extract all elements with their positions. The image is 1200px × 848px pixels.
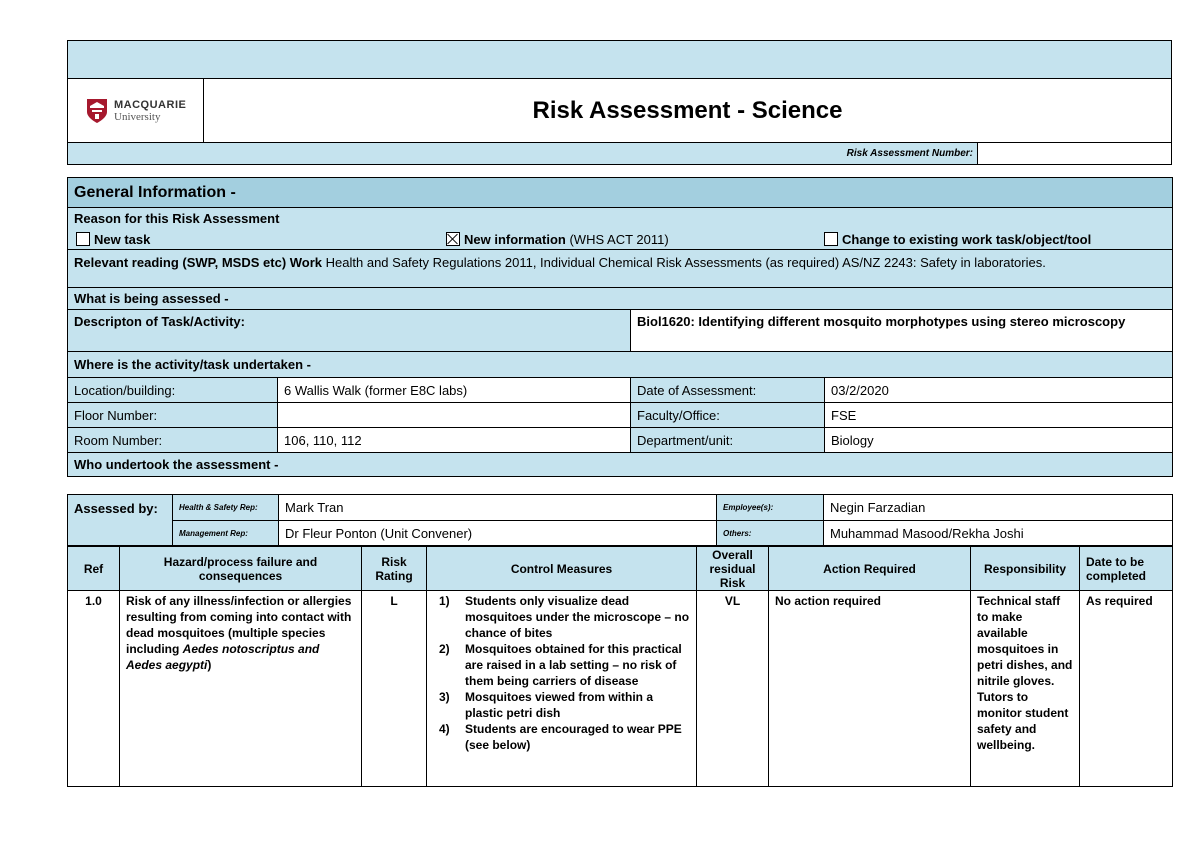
control-num: 4): [439, 722, 450, 736]
col-header-responsibility: Responsibility: [971, 547, 1080, 591]
row-responsibility: Technical staff to make available mosquitoes in petri dishes, and nitrile gloves. Tutors to monitor student safety and wellbeing.: [971, 591, 1080, 787]
control-num: 2): [439, 642, 450, 656]
floor-label: Floor Number:: [68, 403, 278, 428]
what-assessed-heading: What is being assessed -: [68, 288, 1173, 310]
col-header-hazard: Hazard/process failure and consequences: [120, 547, 362, 591]
mgmt-rep-label: Management Rep:: [173, 521, 279, 546]
row-risk-rating: L: [362, 591, 427, 787]
col-header-residual-risk: Overall residual Risk: [697, 547, 769, 591]
row-ref: 1.0: [68, 591, 120, 787]
room-value[interactable]: 106, 110, 112: [278, 428, 631, 453]
option-new-information-label: New information: [464, 231, 566, 247]
risk-table: [67, 546, 1173, 787]
floor-value[interactable]: [278, 403, 631, 428]
assessed-by-table: [67, 494, 1173, 546]
option-new-task-label: New task: [94, 231, 151, 247]
col-header-ref: Ref: [68, 547, 120, 591]
risk-assessment-number-field[interactable]: [978, 143, 1172, 165]
risk-assessment-number-label-cell: [68, 143, 978, 165]
relevant-reading-row: [68, 250, 1173, 288]
control-text: Mosquitoes obtained for this practical are raised in a lab setting – no risk of them being carriers of disease: [465, 642, 682, 688]
risk-assessment-number-label: Risk Assessment Number:: [846, 148, 973, 159]
option-new-information-note: (WHS ACT 2011): [569, 231, 669, 247]
faculty-label: Faculty/Office:: [631, 403, 825, 428]
option-change-existing-label: Change to existing work task/object/tool: [842, 231, 1092, 247]
option-new-information[interactable]: [446, 232, 824, 247]
col-header-date-completed: Date to be completed: [1080, 547, 1173, 591]
control-text: Students are encouraged to wear PPE (see below): [465, 722, 682, 752]
control-text: Students only visualize dead mosquitoes under the microscope – no chance of bites: [465, 594, 690, 640]
control-item: [433, 721, 690, 753]
logo-text-macquarie: MACQUARIE: [114, 98, 187, 111]
employee-label: Employee(s):: [717, 495, 824, 521]
mgmt-rep-value[interactable]: Dr Fleur Ponton (Unit Convener): [279, 521, 717, 546]
faculty-value[interactable]: FSE: [825, 403, 1173, 428]
date-assessment-label: Date of Assessment:: [631, 378, 825, 403]
room-label: Room Number:: [68, 428, 278, 453]
control-item: [433, 689, 690, 721]
others-value[interactable]: Muhammad Masood/Rekha Joshi: [824, 521, 1173, 546]
new-information-checkbox-checked[interactable]: [446, 232, 460, 246]
col-header-risk-rating: Risk Rating: [362, 547, 427, 591]
hs-rep-value[interactable]: Mark Tran: [279, 495, 717, 521]
location-value[interactable]: 6 Wallis Walk (former E8C labs): [278, 378, 631, 403]
page-title: Risk Assessment - Science: [204, 79, 1172, 143]
col-header-control-measures: Control Measures: [427, 547, 697, 591]
reason-label: Reason for this Risk Assessment: [68, 208, 1173, 230]
control-num: 3): [439, 690, 450, 704]
description-value[interactable]: Biol1620: Identifying different mosquito morphotypes using stereo microscopy: [631, 310, 1173, 352]
row-date-completed: As required: [1080, 591, 1173, 787]
header-top-band: [68, 41, 1172, 79]
col-header-action-required: Action Required: [769, 547, 971, 591]
option-new-task[interactable]: [68, 232, 446, 247]
location-label: Location/building:: [68, 378, 278, 403]
employee-value[interactable]: Negin Farzadian: [824, 495, 1173, 521]
row-hazard-close: ): [207, 658, 212, 672]
header-table: [67, 40, 1172, 165]
new-task-checkbox[interactable]: [76, 232, 90, 246]
where-heading: Where is the activity/task undertaken -: [68, 352, 1173, 378]
department-value[interactable]: Biology: [825, 428, 1173, 453]
control-num: 1): [439, 594, 450, 608]
table-row: [68, 591, 1173, 787]
relevant-reading-value: Health and Safety Regulations 2011, Individual Chemical Risk Assessments (as required) AS/NZ 2243: Safety in laboratories.: [325, 255, 1046, 270]
who-heading: Who undertook the assessment -: [68, 453, 1173, 477]
row-residual-risk: VL: [697, 591, 769, 787]
date-assessment-value[interactable]: 03/2/2020: [825, 378, 1173, 403]
general-information-heading: General Information -: [68, 178, 1173, 208]
option-change-existing[interactable]: [824, 232, 1091, 247]
logo-text-university: University: [114, 110, 161, 123]
change-existing-checkbox[interactable]: [824, 232, 838, 246]
description-label: Descripton of Task/Activity:: [68, 310, 631, 352]
hs-rep-label: Health & Safety Rep:: [173, 495, 279, 521]
row-hazard: [120, 591, 362, 787]
department-label: Department/unit:: [631, 428, 825, 453]
control-item: [433, 641, 690, 689]
row-hazard-and: and: [298, 642, 320, 656]
row-hazard-text: Risk of any illness/infection or allergies resulting from coming into contact with dead mosquitoes (multiple species including: [126, 594, 352, 656]
row-action-required: No action required: [769, 591, 971, 787]
row-hazard-species-2: Aedes aegypti: [126, 658, 208, 672]
row-control-measures: [427, 591, 697, 787]
relevant-reading-label: Relevant reading (SWP, MSDS etc) Work: [74, 255, 323, 270]
general-information-table: [67, 177, 1173, 477]
others-label: Others:: [717, 521, 824, 546]
logo-cell: [68, 79, 204, 143]
macquarie-crest-icon: [86, 98, 108, 124]
control-text: Mosquitoes viewed from within a plastic petri dish: [465, 690, 654, 720]
control-item: [433, 593, 690, 641]
reason-options-row: [68, 230, 1173, 250]
assessed-by-label: Assessed by:: [68, 495, 173, 546]
row-hazard-species-1: Aedes notoscriptus: [182, 642, 295, 656]
